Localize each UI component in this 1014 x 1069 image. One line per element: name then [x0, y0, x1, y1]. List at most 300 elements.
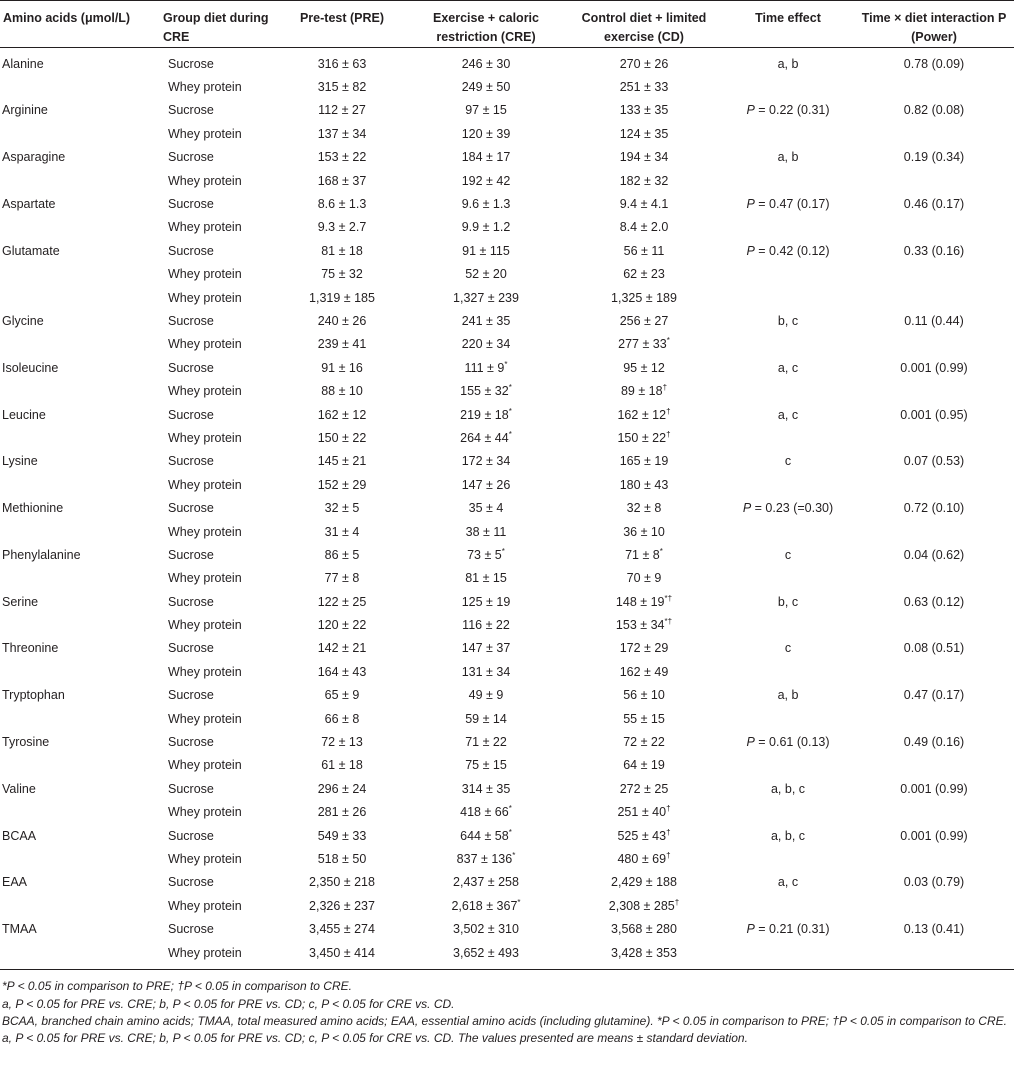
cell-cre: 116 ± 22 [462, 618, 510, 633]
cell-time-effect [722, 379, 854, 402]
cell-interaction [854, 333, 1014, 356]
table-row [0, 379, 1014, 402]
cell-time-effect: b, c [777, 594, 799, 609]
cell-amino-acid [0, 216, 160, 239]
table-row [0, 801, 1014, 824]
cell-amino-acid: Serine [2, 594, 39, 609]
cell-interaction [854, 894, 1014, 917]
cell-cre: 241 ± 35 [461, 313, 511, 328]
table-row [0, 847, 1014, 870]
cell-group-diet: Sucrose [168, 150, 214, 165]
cell-time-effect: a, b, c [770, 828, 806, 843]
cell-pre: 77 ± 8 [324, 571, 360, 586]
cell-cd: 272 ± 25 [619, 781, 669, 796]
cell-cd: 162 ± 12† [617, 406, 671, 422]
cell-amino-acid: Tryptophan [2, 688, 65, 703]
cell-time-effect: b, c [777, 313, 799, 328]
cell-amino-acid: Threonine [2, 641, 59, 656]
cell-pre: 281 ± 26 [317, 805, 367, 820]
cell-amino-acid: Glycine [2, 313, 44, 328]
table-row [0, 146, 1014, 169]
cell-interaction [854, 426, 1014, 449]
cell-interaction [854, 473, 1014, 496]
cell-group-diet: Whey protein [168, 80, 242, 95]
cell-time-effect [722, 263, 854, 286]
cell-group-diet: Whey protein [168, 851, 242, 866]
cell-interaction: 0.001 (0.99) [900, 828, 968, 843]
cell-cre: 125 ± 19 [461, 594, 511, 609]
cell-time-effect [722, 75, 854, 98]
cell-pre: 142 ± 21 [317, 641, 367, 656]
table-row [0, 590, 1014, 613]
cell-amino-acid: Arginine [2, 103, 48, 118]
cell-pre: 120 ± 22 [317, 618, 367, 633]
cell-amino-acid: Valine [2, 781, 36, 796]
cell-time-effect: P = 0.47 (0.17) [746, 197, 830, 212]
cell-pre: 549 ± 33 [317, 828, 367, 843]
cell-interaction: 0.04 (0.62) [903, 547, 965, 562]
cell-cre: 837 ± 136* [456, 850, 516, 866]
cell-cd: 480 ± 69† [617, 850, 671, 866]
cell-cd: 180 ± 43 [619, 477, 669, 492]
cell-cre: 91 ± 115 [462, 243, 510, 258]
cell-interaction: 0.47 (0.17) [903, 688, 965, 703]
cell-time-effect: a, c [777, 875, 799, 890]
cell-amino-acid [0, 754, 160, 777]
cell-group-diet: Whey protein [168, 711, 242, 726]
table-row [0, 75, 1014, 98]
table-row [0, 824, 1014, 847]
cell-cd: 3,428 ± 353 [566, 941, 722, 970]
cell-cd: 36 ± 10 [623, 524, 665, 539]
table-row [0, 754, 1014, 777]
table-row [0, 403, 1014, 426]
cell-pre: 88 ± 10 [321, 384, 363, 399]
cell-cre: 219 ± 18* [460, 406, 512, 422]
cell-group-diet: Sucrose [168, 922, 214, 937]
cell-time-effect [722, 169, 854, 192]
cell-time-effect [722, 754, 854, 777]
cell-cre: 264 ± 44* [460, 429, 512, 445]
cell-cre: 49 ± 9 [468, 688, 504, 703]
cell-amino-acid [0, 707, 160, 730]
cell-cd: 55 ± 15 [623, 711, 665, 726]
cell-pre: 518 ± 50 [317, 851, 367, 866]
header-cre: Exercise + caloric restriction (CRE) [406, 1, 566, 48]
cell-interaction: 0.19 (0.34) [903, 150, 965, 165]
cell-cd: 165 ± 19 [619, 454, 669, 469]
cell-group-diet: Whey protein [160, 941, 278, 970]
table-row [0, 122, 1014, 145]
cell-cre: 249 ± 50 [461, 80, 511, 95]
cell-group-diet: Whey protein [168, 758, 242, 773]
cell-time-effect: a, b [777, 150, 799, 165]
cell-time-effect [722, 333, 854, 356]
cell-cre: 644 ± 58* [460, 827, 512, 843]
cell-group-diet: Sucrose [168, 243, 214, 258]
cell-group-diet: Sucrose [168, 360, 214, 375]
cell-group-diet: Whey protein [168, 337, 242, 352]
cell-cd: 270 ± 26 [619, 56, 669, 71]
cell-pre: 152 ± 29 [317, 477, 367, 492]
header-interaction: Time × diet interaction P (Power) [854, 1, 1014, 48]
cell-group-diet: Whey protein [168, 430, 242, 445]
cell-time-effect [722, 801, 854, 824]
cell-cre: 147 ± 26 [461, 477, 511, 492]
cell-time-effect: P = 0.61 (0.13) [746, 735, 830, 750]
cell-group-diet: Sucrose [168, 501, 214, 516]
cell-time-effect: a, c [777, 360, 799, 375]
cell-pre: 315 ± 82 [317, 80, 367, 95]
cell-cd: 251 ± 33 [619, 80, 669, 95]
cell-time-effect [722, 473, 854, 496]
cell-cd: 133 ± 35 [619, 103, 669, 118]
cell-group-diet: Whey protein [168, 290, 242, 305]
cell-amino-acid [0, 941, 160, 970]
cell-time-effect: c [784, 547, 792, 562]
cell-cd: 2,429 ± 188 [611, 875, 677, 890]
cell-group-diet: Sucrose [168, 828, 214, 843]
cell-cd: 124 ± 35 [619, 126, 669, 141]
cell-interaction: 0.72 (0.10) [903, 501, 965, 516]
table-row [0, 309, 1014, 332]
cell-pre: 239 ± 41 [317, 337, 367, 352]
cell-pre: 112 ± 27 [318, 103, 366, 118]
cell-time-effect: P = 0.23 (=0.30) [742, 501, 834, 516]
table-row [0, 707, 1014, 730]
table-row [0, 333, 1014, 356]
cell-pre: 75 ± 32 [321, 267, 363, 282]
cell-cre: 172 ± 34 [461, 454, 511, 469]
cell-interaction: 0.07 (0.53) [903, 454, 965, 469]
cell-time-effect [722, 567, 854, 590]
cell-pre: 162 ± 12 [317, 407, 367, 422]
cell-pre: 2,350 ± 218 [309, 875, 375, 890]
table-row [0, 216, 1014, 239]
cell-group-diet: Whey protein [168, 898, 242, 913]
footnote-abbreviations: BCAA, branched chain amino acids; TMAA, total measured amino acids; EAA, essential amino acids (including glutamine). *P < 0.05 in comparison to PRE; †P < 0.05 in comparison to CRE. a, P < 0.05 for PRE vs. CRE; b, P < 0.05 for PRE vs. CD; c, P < 0.05 for CRE vs. CD. The values presented are means ± standard deviation. [2, 1014, 1007, 1046]
table-row [0, 941, 1014, 970]
header-group-diet: Group diet during CRE [160, 1, 278, 48]
table-row [0, 473, 1014, 496]
cell-interaction [854, 613, 1014, 636]
cell-pre: 137 ± 34 [317, 126, 367, 141]
cell-amino-acid [0, 801, 160, 824]
cell-cre: 52 ± 20 [465, 267, 507, 282]
cell-time-effect: P = 0.42 (0.12) [746, 243, 830, 258]
cell-cd: 56 ± 10 [623, 688, 665, 703]
cell-cre: 2,437 ± 258 [453, 875, 519, 890]
cell-interaction: 0.33 (0.16) [903, 243, 965, 258]
cell-time-effect: a, b [777, 688, 799, 703]
cell-amino-acid: TMAA [2, 922, 37, 937]
cell-cre: 81 ± 15 [465, 571, 507, 586]
cell-time-effect: c [784, 641, 792, 656]
cell-time-effect: a, b [777, 56, 799, 71]
cell-cd: 56 ± 11 [623, 243, 665, 258]
table-row [0, 48, 1014, 76]
cell-pre: 91 ± 16 [321, 360, 363, 375]
table-row [0, 520, 1014, 543]
cell-pre: 3,450 ± 414 [278, 941, 406, 970]
table-row [0, 239, 1014, 262]
cell-time-effect: P = 0.22 (0.31) [746, 103, 830, 118]
cell-group-diet: Sucrose [168, 197, 214, 212]
cell-cre: 59 ± 14 [465, 711, 507, 726]
cell-pre: 153 ± 22 [317, 150, 367, 165]
cell-cd: 72 ± 22 [623, 735, 665, 750]
table-row [0, 894, 1014, 917]
cell-interaction: 0.49 (0.16) [903, 735, 965, 750]
cell-pre: 316 ± 63 [317, 56, 367, 71]
cell-group-diet: Whey protein [168, 220, 242, 235]
header-amino-acids: Amino acids (μmol/L) [0, 1, 160, 48]
cell-cd: 277 ± 33* [618, 336, 670, 352]
cell-cre: 147 ± 37 [461, 641, 511, 656]
table-row [0, 613, 1014, 636]
cell-cre: 111 ± 9* [464, 359, 508, 375]
header-time-effect: Time effect [722, 1, 854, 48]
table-row [0, 871, 1014, 894]
cell-time-effect [722, 613, 854, 636]
cell-cre: 71 ± 22 [465, 735, 507, 750]
cell-pre: 31 ± 4 [324, 524, 360, 539]
cell-group-diet: Sucrose [168, 56, 214, 71]
cell-amino-acid: Isoleucine [2, 360, 59, 375]
table-row [0, 263, 1014, 286]
cell-interaction: 0.82 (0.08) [903, 103, 965, 118]
cell-cre: 2,618 ± 367* [451, 897, 521, 913]
cell-group-diet: Sucrose [168, 688, 214, 703]
cell-time-effect [722, 847, 854, 870]
cell-amino-acid [0, 520, 160, 543]
cell-time-effect [722, 426, 854, 449]
cell-pre: 2,326 ± 237 [309, 898, 375, 913]
cell-pre: 3,455 ± 274 [309, 922, 375, 937]
cell-cre: 9.6 ± 1.3 [461, 197, 511, 212]
cell-amino-acid [0, 379, 160, 402]
cell-pre: 72 ± 13 [321, 735, 363, 750]
cell-interaction [854, 75, 1014, 98]
cell-group-diet: Sucrose [168, 781, 214, 796]
table-row [0, 426, 1014, 449]
cell-amino-acid [0, 473, 160, 496]
cell-pre: 8.6 ± 1.3 [317, 197, 367, 212]
table-row [0, 286, 1014, 309]
cell-pre: 1,319 ± 185 [309, 290, 375, 305]
cell-time-effect: P = 0.21 (0.31) [746, 922, 830, 937]
cell-group-diet: Whey protein [168, 267, 242, 282]
table-row [0, 99, 1014, 122]
table-row [0, 192, 1014, 215]
header-cd: Control diet + limited exercise (CD) [566, 1, 722, 48]
cell-time-effect [722, 122, 854, 145]
cell-cd: 153 ± 34*† [615, 616, 673, 633]
table-header-row [0, 1, 1014, 48]
cell-pre: 61 ± 18 [321, 758, 363, 773]
cell-interaction [854, 216, 1014, 239]
cell-pre: 296 ± 24 [317, 781, 367, 796]
cell-cre: 220 ± 34 [461, 337, 511, 352]
cell-interaction [854, 754, 1014, 777]
cell-time-effect: a, c [777, 407, 799, 422]
cell-group-diet: Sucrose [168, 735, 214, 750]
table-row [0, 637, 1014, 660]
cell-amino-acid: Lysine [2, 454, 38, 469]
cell-pre: 9.3 ± 2.7 [317, 220, 367, 235]
cell-amino-acid: Alanine [2, 56, 44, 71]
cell-cre: 35 ± 4 [468, 501, 504, 516]
cell-pre: 66 ± 8 [324, 711, 360, 726]
cell-cd: 194 ± 34 [619, 150, 669, 165]
cell-amino-acid [0, 426, 160, 449]
table-row [0, 660, 1014, 683]
cell-interaction [854, 286, 1014, 309]
cell-interaction [854, 847, 1014, 870]
cell-interaction [854, 707, 1014, 730]
cell-group-diet: Sucrose [168, 641, 214, 656]
cell-amino-acid: BCAA [2, 828, 37, 843]
cell-cre: 246 ± 30 [461, 56, 511, 71]
cell-amino-acid [0, 567, 160, 590]
cell-cd: 64 ± 19 [623, 758, 665, 773]
table-row [0, 169, 1014, 192]
cell-time-effect [722, 286, 854, 309]
cell-group-diet: Sucrose [168, 594, 214, 609]
cell-pre: 86 ± 5 [324, 547, 360, 562]
cell-amino-acid: Asparagine [2, 150, 66, 165]
table-row [0, 543, 1014, 566]
cell-time-effect: c [784, 454, 792, 469]
cell-interaction [854, 660, 1014, 683]
cell-interaction: 0.78 (0.09) [903, 56, 965, 71]
cell-interaction [854, 169, 1014, 192]
cell-group-diet: Whey protein [168, 805, 242, 820]
table-row [0, 496, 1014, 519]
cell-cd: 89 ± 18† [620, 383, 668, 399]
cell-interaction [854, 567, 1014, 590]
cell-group-diet: Sucrose [168, 454, 214, 469]
cell-cre: 131 ± 34 [461, 664, 511, 679]
cell-interaction [854, 263, 1014, 286]
cell-amino-acid: EAA [2, 875, 28, 890]
table-row [0, 917, 1014, 940]
footnote-time-effect-legend: a, P < 0.05 for PRE vs. CRE; b, P < 0.05 for PRE vs. CD; c, P < 0.05 for CRE vs. CD. [2, 996, 455, 1011]
table-row [0, 450, 1014, 473]
cell-pre: 168 ± 37 [317, 173, 367, 188]
cell-amino-acid: Glutamate [2, 243, 60, 258]
cell-cd: 70 ± 9 [626, 571, 662, 586]
cell-interaction: 0.001 (0.99) [900, 781, 968, 796]
cell-cre: 192 ± 42 [461, 173, 511, 188]
cell-time-effect [722, 660, 854, 683]
cell-group-diet: Whey protein [168, 384, 242, 399]
cell-cd: 71 ± 8* [625, 546, 663, 562]
cell-cd: 525 ± 43† [617, 827, 671, 843]
cell-cre: 418 ± 66* [460, 804, 512, 820]
cell-time-effect [722, 520, 854, 543]
cell-amino-acid: Methionine [2, 501, 64, 516]
cell-time-effect: a, b, c [770, 781, 806, 796]
table-row [0, 684, 1014, 707]
cell-cd: 32 ± 8 [626, 501, 662, 516]
cell-cd: 251 ± 40† [617, 804, 671, 820]
cell-amino-acid: Leucine [2, 407, 46, 422]
table-row [0, 730, 1014, 753]
cell-cd: 62 ± 23 [623, 267, 665, 282]
cell-amino-acid [0, 847, 160, 870]
cell-cd: 8.4 ± 2.0 [619, 220, 669, 235]
cell-cre: 38 ± 11 [465, 524, 507, 539]
cell-group-diet: Whey protein [168, 477, 242, 492]
cell-group-diet: Sucrose [168, 875, 214, 890]
header-pre-test: Pre-test (PRE) [278, 1, 406, 48]
cell-amino-acid: Phenylalanine [2, 547, 81, 562]
cell-cd: 1,325 ± 189 [611, 290, 677, 305]
table-footnotes [0, 970, 1010, 1046]
cell-interaction: 0.001 (0.99) [900, 360, 968, 375]
cell-group-diet: Whey protein [168, 126, 242, 141]
cell-group-diet: Sucrose [168, 313, 214, 328]
cell-interaction: 0.08 (0.51) [903, 641, 965, 656]
table-body [0, 48, 1014, 970]
cell-cre: 9.9 ± 1.2 [461, 220, 511, 235]
cell-group-diet: Whey protein [168, 664, 242, 679]
cell-time-effect [722, 707, 854, 730]
table-row [0, 356, 1014, 379]
cell-interaction [854, 379, 1014, 402]
cell-group-diet: Sucrose [168, 103, 214, 118]
cell-amino-acid [0, 660, 160, 683]
cell-amino-acid [0, 894, 160, 917]
cell-pre: 150 ± 22 [317, 430, 367, 445]
cell-cre: 75 ± 15 [465, 758, 507, 773]
cell-cd: 172 ± 29 [619, 641, 669, 656]
cell-cre: 184 ± 17 [461, 150, 511, 165]
cell-pre: 240 ± 26 [317, 313, 367, 328]
cell-interaction [854, 941, 1014, 970]
cell-interaction: 0.63 (0.12) [903, 594, 965, 609]
cell-cre: 120 ± 39 [461, 126, 511, 141]
cell-time-effect [722, 216, 854, 239]
cell-interaction: 0.001 (0.95) [900, 407, 968, 422]
cell-cre: 3,652 ± 493 [406, 941, 566, 970]
cell-interaction: 0.13 (0.41) [903, 922, 965, 937]
cell-group-diet: Sucrose [168, 547, 214, 562]
cell-time-effect [722, 894, 854, 917]
cell-cd: 256 ± 27 [619, 313, 669, 328]
cell-pre: 65 ± 9 [324, 688, 360, 703]
cell-pre: 81 ± 18 [321, 243, 363, 258]
cell-group-diet: Sucrose [168, 407, 214, 422]
cell-group-diet: Whey protein [168, 571, 242, 586]
cell-interaction: 0.03 (0.79) [903, 875, 965, 890]
cell-interaction: 0.46 (0.17) [903, 197, 965, 212]
cell-cre: 73 ± 5* [467, 546, 505, 562]
footnote-significance: *P < 0.05 in comparison to PRE; †P < 0.05 in comparison to CRE. [2, 979, 352, 994]
cell-interaction: 0.11 (0.44) [904, 313, 964, 328]
cell-cre: 97 ± 15 [465, 103, 507, 118]
cell-pre: 32 ± 5 [324, 501, 360, 516]
cell-cd: 182 ± 32 [619, 173, 669, 188]
cell-cd: 150 ± 22† [617, 429, 671, 445]
cell-cre: 314 ± 35 [461, 781, 511, 796]
cell-amino-acid [0, 169, 160, 192]
cell-amino-acid: Aspartate [2, 197, 56, 212]
table-row [0, 567, 1014, 590]
cell-amino-acid [0, 263, 160, 286]
cell-interaction [854, 520, 1014, 543]
